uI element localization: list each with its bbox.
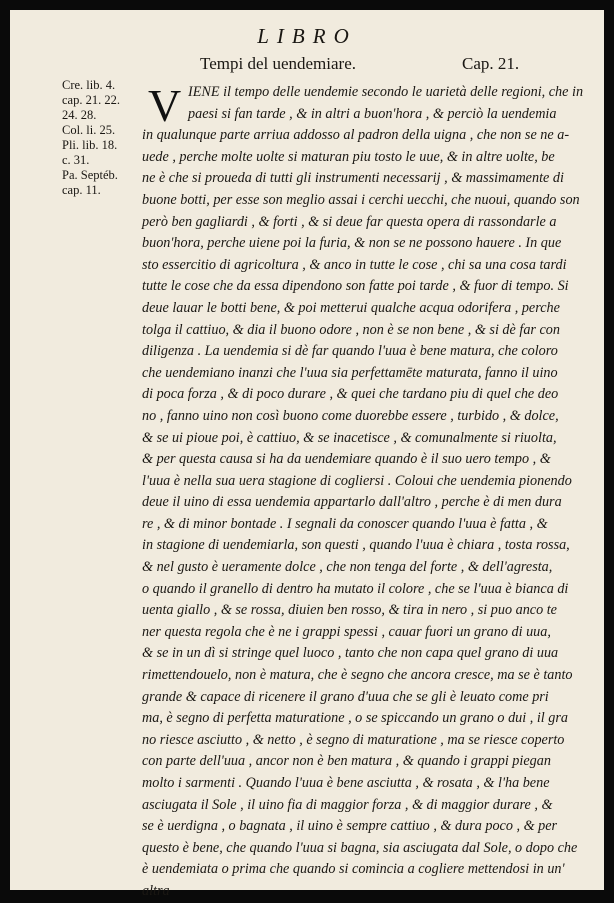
margin-note: cap. 21. 22. bbox=[62, 93, 120, 107]
text-line: tutte le cose che da essa dipendono son fatte poi tarde , & fuor di tempo. Si bbox=[142, 278, 569, 295]
text-line: però ben gagliardi , & forti , & si deue far questa opera di rassondarle a bbox=[142, 213, 557, 230]
text-line: altra bbox=[142, 882, 170, 899]
text-line: di poca forza , & di poco durare , & quei che tardano piu di quel che deo bbox=[142, 386, 559, 403]
margin-note: Col. li. 25. bbox=[62, 123, 116, 137]
margin-note: Pa. Septéb. bbox=[62, 168, 118, 182]
text-line: in qualunque parte arriua addosso al padron della uigna , che non se ne a- bbox=[142, 127, 570, 144]
text-line: & se in un dì si stringe quel luoco , tanto che non capa quel grano di uua bbox=[142, 645, 559, 662]
margin-note: cap. 11. bbox=[62, 183, 101, 197]
text-line: che uendemiano inanzi che l'uua sia perfettamēte maturata, fanno il uino bbox=[142, 364, 558, 381]
text-line: & per questa causa si ha da uendemiare quando è il suo uero tempo , & bbox=[142, 451, 551, 468]
running-header: LIBRO bbox=[257, 24, 357, 48]
text-line: & se ui pioue poi, è cattiuo, & se inacetisce , & comunalmente si riuolta, bbox=[142, 429, 557, 446]
text-line: paesi si fan tarde , & in altri a buon'hora , & perciò la uendemia bbox=[188, 105, 557, 122]
chapter-number: Cap. 21. bbox=[462, 54, 520, 73]
text-line: ma, è segno di perfetta maturatione , o se spiccando un grano o dui , il gra bbox=[142, 710, 568, 727]
margin-note: Cre. lib. 4. bbox=[62, 78, 116, 92]
text-line: & nel gusto è ueramente dolce , che non tenga del forte , & dell'agresta, bbox=[142, 559, 553, 576]
text-line: diligenza . La uendemia si dè far quando l'uua è bene matura, che coloro bbox=[142, 343, 558, 360]
text-line: o quando il granello di dentro ha mutato il colore , che se l'uua è bianca di bbox=[142, 580, 569, 597]
text-line: l'uua è nella sua uera stagione di cogliersi . Coloui che uendemia pionendo bbox=[142, 472, 572, 489]
text-line: sto essercitio di agricoltura , & anco in tutte le cose , chi sa una cosa tardi bbox=[142, 256, 567, 273]
book-page bbox=[10, 10, 604, 899]
text-line: buon'hora, perche uiene poi la furia, & non se ne possono hauere . In que bbox=[142, 235, 562, 252]
margin-note: c. 31. bbox=[62, 153, 90, 167]
text-line: questo è bene, che quando l'uua si bagna, sia asciugata dal Sole, o dopo che bbox=[142, 839, 578, 856]
text-line: buone botti, per esse son meglio assai i cerchi uecchi, che nuoui, quando son bbox=[142, 191, 580, 208]
text-line: tolga il cattiuo, & dia il buono odore , non è se non bene , & si dè far con bbox=[142, 321, 560, 338]
text-line: è uendemiata o prima che quando si comincia a cogliere mettendosi in un' bbox=[142, 861, 565, 878]
drop-cap: V bbox=[148, 80, 182, 131]
body-text bbox=[136, 82, 598, 903]
text-line: deue il uino di essa uendemia appartarlo dall'altro , perche è di men dura bbox=[142, 494, 562, 511]
section-title: Tempi del uendemiare. bbox=[200, 54, 356, 73]
text-line: IENE il tempo delle uendemie secondo le uarietà delle regioni, che in bbox=[188, 84, 584, 100]
text-line: grande & capace di ricenere il grano d'uua che se gli è leuato come pri bbox=[142, 688, 549, 705]
text-line: no riesce asciutto , & netto , è segno di maturatione , ma se riesce coperto bbox=[142, 731, 565, 748]
text-line: re , & di minor bontade . I segnali da conoscer quando l'uua è fatta , & bbox=[142, 515, 548, 532]
text-line: ne è che si proueda di tutti gli instrumenti necessarij , & massimamente di bbox=[142, 170, 564, 187]
text-line: no , fanno uino non così buono come duorebbe essere , turbido , & dolce, bbox=[142, 407, 559, 424]
text-line: uenta giallo , & se rossa, diuien ben rosso, & tira in nero , si puo anco te bbox=[142, 602, 557, 619]
text-line: in stagione di uendemiarla, son questi , quando l'uua è chiara , tosta rossa, bbox=[142, 537, 570, 554]
text-line: deue lauar le botti bene, & poi metterui qualche acqua odorifera , perche bbox=[142, 299, 560, 316]
margin-note: 24. 28. bbox=[62, 108, 97, 122]
text-line: con parte dell'uua , ancor non è ben matura , & quando i grappi piegan bbox=[142, 753, 551, 770]
text-line: asciugata il Sole , il uino fia di maggior forza , & di maggior durare , & bbox=[142, 796, 553, 813]
text-line: se è uerdigna , o bagnata , il uino è sempre cattiuo , & dura poco , & per bbox=[142, 818, 558, 835]
text-line: uede , perche molte uolte si maturan piu tosto le uue, & in altre uolte, be bbox=[142, 148, 555, 165]
margin-note: Pli. lib. 18. bbox=[62, 138, 118, 152]
text-line: rimettendouelo, non è matura, che è segno che ancora cresce, ma se è tanto bbox=[142, 667, 573, 684]
text-line: ner questa regola che è ne i grappi spessi , cauar fuori un grano di uua, bbox=[142, 623, 551, 640]
text-line: molto i sarmenti . Quando l'uua è bene asciutta , & rosata , & l'ha bene bbox=[142, 775, 550, 791]
